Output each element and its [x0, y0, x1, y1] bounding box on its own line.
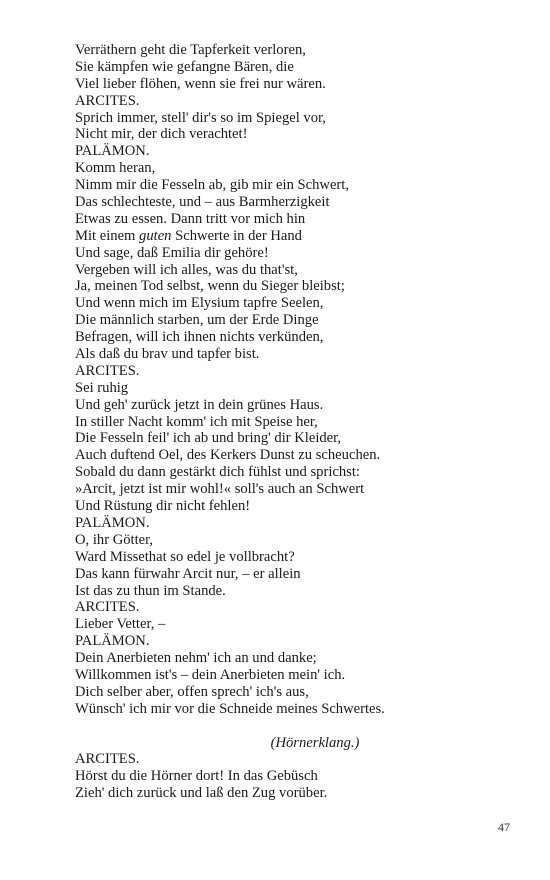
verse-line: Die Fesseln feil' ich ab und bring' dir Kleider, [75, 430, 342, 447]
verse-line: Und geh' zurück jetzt in dein grünes Haus. [75, 396, 324, 413]
verse-line: Komm heran, [75, 160, 156, 177]
speaker-name: PALÄMON. [75, 143, 150, 160]
verse-line: In stiller Nacht komm' ich mit Speise her, [75, 413, 318, 430]
verse-line: Auch duftend Oel, des Kerkers Dunst zu scheuchen. [75, 447, 381, 464]
verse-line: Das schlechteste, und – aus Barmherzigkeit [75, 194, 330, 211]
verse-line [75, 228, 515, 245]
verse-line: Befragen, will ich ihnen nichts verkünden, [75, 329, 324, 346]
verse-line: Die männlich starben, um der Erde Dinge [75, 312, 319, 329]
verse-line: Das kann fürwahr Arcit nur, – er allein [75, 565, 301, 582]
emphasized-word: guten [139, 227, 172, 244]
verse-line: Etwas zu essen. Dann tritt vor mich hin [75, 210, 306, 227]
verse-line: Sprich immer, stell' dir's so im Spiegel vor, [75, 109, 326, 126]
speaker-name: PALÄMON. [75, 514, 150, 531]
speaker-name: ARCITES. [75, 362, 140, 379]
verse-line: Verräthern geht die Tapferkeit verloren, [75, 42, 306, 58]
verse-line: Zieh' dich zurück und laß den Zug vorüber. [75, 785, 328, 802]
verse-line: Nicht mir, der dich verachtet! [75, 126, 248, 143]
verse-line: Und Rüstung dir nicht fehlen! [75, 498, 251, 515]
verse-line: Ward Missethat so edel je vollbracht? [75, 548, 295, 565]
verse-line: Sei ruhig [75, 379, 129, 396]
verse-line: »Arcit, jetzt ist mir wohl!« soll's auch an Schwert [75, 481, 365, 498]
speaker-name: PALÄMON. [75, 633, 150, 650]
verse-line: Sobald du dann gestärkt dich fühlst und sprichst: [75, 464, 360, 481]
page-number: 47 [498, 820, 510, 834]
verse-line: Als daß du brav und tapfer bist. [75, 346, 260, 363]
verse-line: Hörst du die Hörner dort! In das Gebüsch [75, 768, 318, 785]
verse-text: Mit einem [75, 227, 140, 244]
page-text [75, 42, 515, 802]
verse-line: Und sage, daß Emilia dir gehöre! [75, 244, 269, 261]
verse-line: O, ihr Götter, [75, 531, 154, 548]
speaker-name: ARCITES. [75, 599, 140, 616]
speaker-name: ARCITES. [75, 751, 140, 768]
verse-line: Dein Anerbieten nehm' ich an und danke; [75, 650, 317, 667]
speaker-name: ARCITES. [75, 92, 140, 109]
verse-line: Wünsch' ich mir vor die Schneide meines Schwertes. [75, 700, 385, 717]
verse-line: Lieber Vetter, – [75, 616, 166, 633]
verse-line: Nimm mir die Fesseln ab, gib mir ein Schwert, [75, 177, 349, 194]
verse-line: Dich selber aber, offen sprech' ich's aus, [75, 683, 309, 700]
verse-line: Ist das zu thun im Stande. [75, 582, 226, 599]
verse-text: Schwerte in der Hand [171, 227, 302, 244]
stage-direction: (Hörnerklang.) [270, 734, 360, 751]
verse-line: Ja, meinen Tod selbst, wenn du Sieger bleibst; [75, 278, 345, 295]
verse-line: Und wenn mich im Elysium tapfre Seelen, [75, 295, 324, 312]
blank-line [75, 718, 515, 735]
verse-line: Vergeben will ich alles, was du that'st, [75, 261, 298, 278]
verse-line: Willkommen ist's – dein Anerbieten mein' ich. [75, 666, 346, 683]
verse-line: Viel lieber flöhen, wenn sie frei nur wären. [75, 75, 326, 92]
verse-line: Sie kämpfen wie gefangne Bären, die [75, 58, 294, 75]
